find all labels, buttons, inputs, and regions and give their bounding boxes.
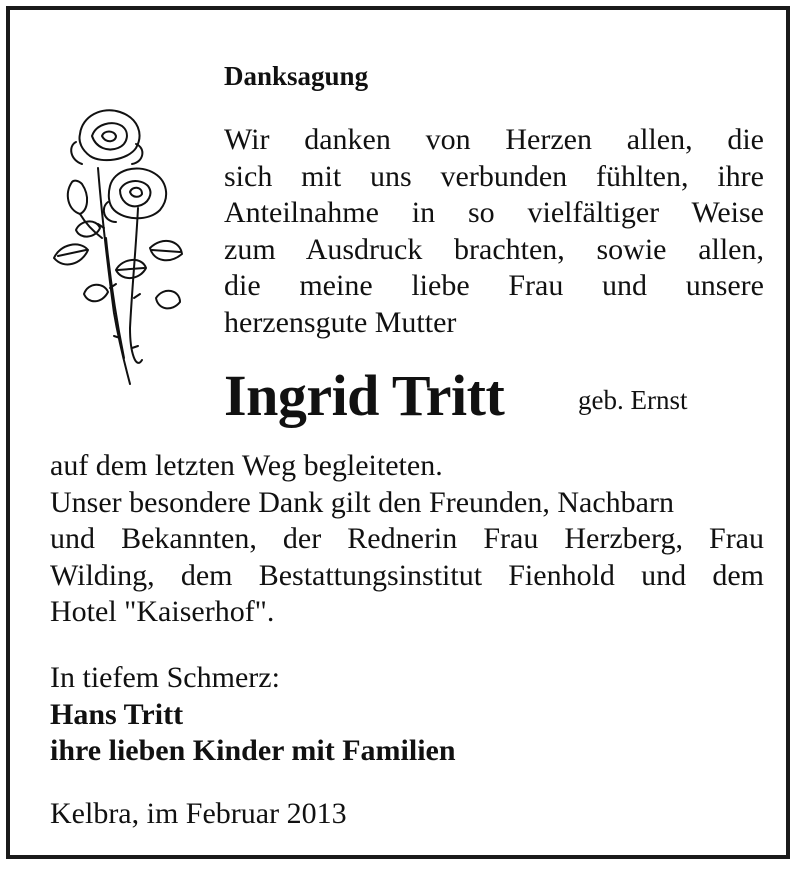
deceased-name: Ingrid Tritt	[224, 363, 505, 428]
intro-paragraph	[224, 122, 764, 342]
closing-block	[50, 660, 764, 770]
intro-line: Anteilnahme in so vielfältiger Weise	[224, 196, 764, 230]
place-date: Kelbra, im Februar 2013	[50, 797, 347, 830]
intro-line: zum Ausdruck brachten, sowie allen,	[224, 232, 764, 266]
body-line: auf dem letzten Weg begleiteten.	[50, 449, 443, 482]
body-line: Wilding, dem Bestattungsinstitut Fienhold und dem	[50, 558, 764, 592]
intro-line: sich mit uns verbunden fühlten, ihre	[224, 159, 764, 193]
maiden-name: geb. Ernst	[578, 385, 688, 415]
intro-line: herzensgute Mutter	[224, 305, 457, 339]
intro-line: die meine liebe Frau und unsere	[224, 269, 764, 303]
obituary-notice	[6, 6, 790, 859]
deceased-name-row	[224, 362, 764, 432]
body-line: Hotel "Kaiserhof".	[50, 595, 275, 629]
body-line: Unser besondere Dank gilt den Freunden, Nachbarn	[50, 485, 674, 519]
body-paragraph	[50, 448, 764, 631]
notice-heading: Danksagung	[224, 61, 369, 91]
intro-line: Wir danken von Herzen allen, die	[224, 123, 764, 156]
closing-phrase: In tiefem Schmerz:	[50, 661, 280, 694]
rose-icon	[46, 98, 186, 398]
body-line: und Bekannten, der Rednerin Frau Herzberg, Frau	[50, 522, 764, 556]
mourner-name: ihre lieben Kinder mit Familien	[50, 734, 456, 768]
mourner-name: Hans Tritt	[50, 697, 184, 731]
